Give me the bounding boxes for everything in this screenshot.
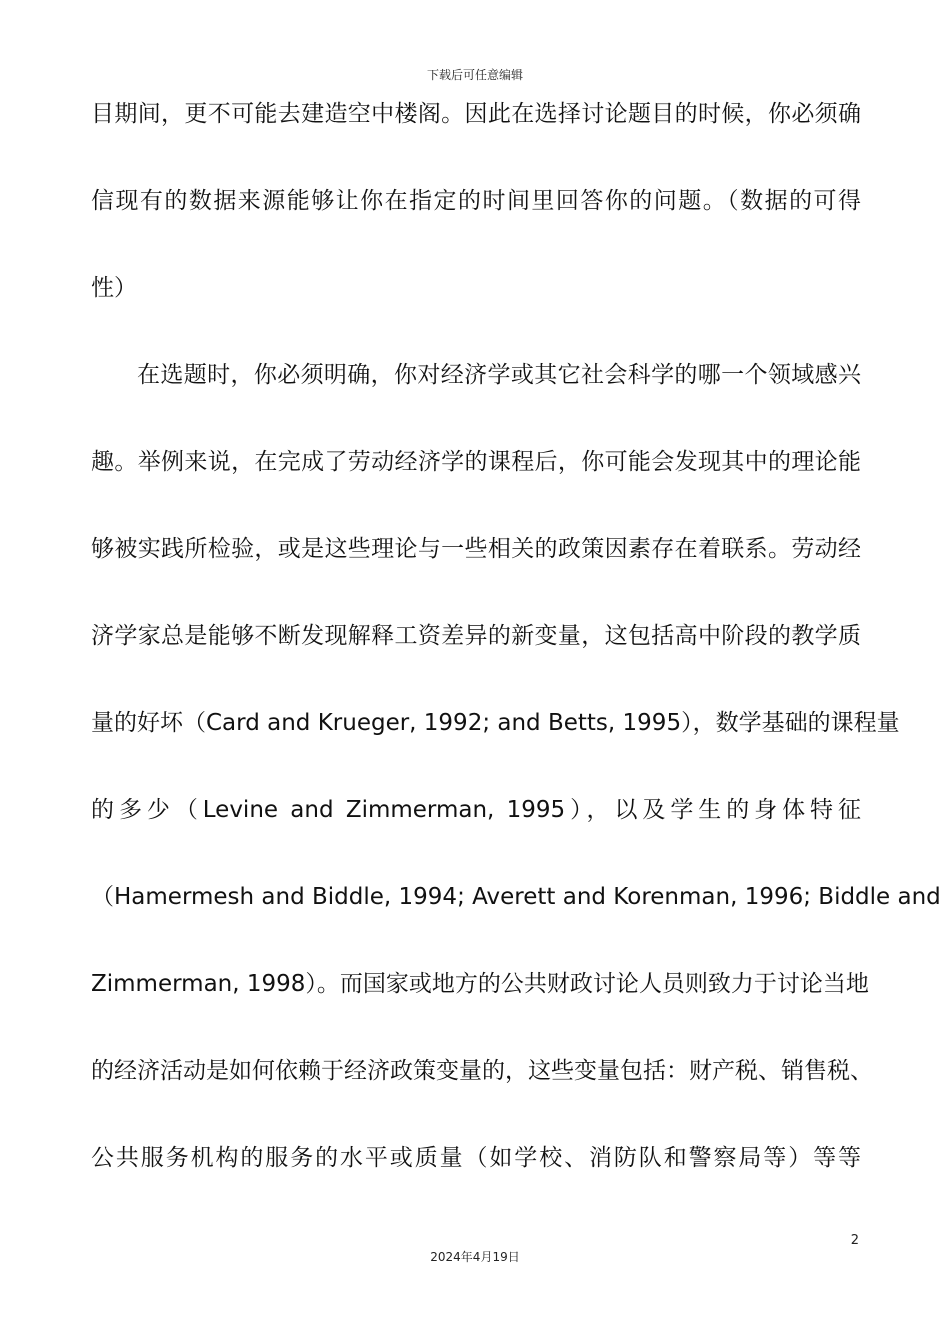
text-line-13: 公共服务机构的服务的水平或质量（如学校、消防队和警察局等）等等: [91, 1145, 861, 1171]
page-number: 2: [850, 1233, 859, 1248]
text-line-1: 目期间，更不可能去建造空中楼阁。因此在选择讨论题目的时候，你必须确: [91, 101, 861, 127]
body-text: [91, 92, 941, 1223]
text-line-4: 在选题时，你必须明确，你对经济学或其它社会科学的哪一个领域感兴: [137, 362, 861, 388]
text-line-2: 信现有的数据来源能够让你在指定的时间里回答你的问题。（数据的可得: [91, 188, 861, 214]
text-line-12: 的经济活动是如何依赖于经济政策变量的，这些变量包括：财产税、销售税、: [91, 1058, 873, 1084]
text-line-9: 的多少（Levine and Zimmerman, 1995），以及学生的身体特征: [91, 797, 861, 823]
text-line-11: Zimmerman, 1998）。而国家或地方的公共财政讨论人员则致力于讨论当地: [91, 971, 869, 997]
page-header: 下载后可任意编辑: [426, 68, 523, 82]
text-line-10: （Hamermesh and Biddle, 1994; Averett and Korenman, 1996; Biddle and: [91, 884, 941, 910]
text-line-6: 够被实践所检验，或是这些理论与一些相关的政策因素存在着联系。劳动经: [91, 536, 861, 562]
text-line-3: 性）: [91, 275, 137, 301]
text-line-8: 量的好坏（Card and Krueger, 1992; and Betts, 1995），数学基础的课程量: [91, 710, 900, 736]
text-line-7: 济学家总是能够不断发现解释工资差异的新变量，这包括高中阶段的教学质: [91, 623, 861, 649]
text-line-5: 趣。举例来说，在完成了劳动经济学的课程后，你可能会发现其中的理论能: [91, 449, 861, 475]
page-date: 2024年4月19日: [430, 1250, 520, 1264]
